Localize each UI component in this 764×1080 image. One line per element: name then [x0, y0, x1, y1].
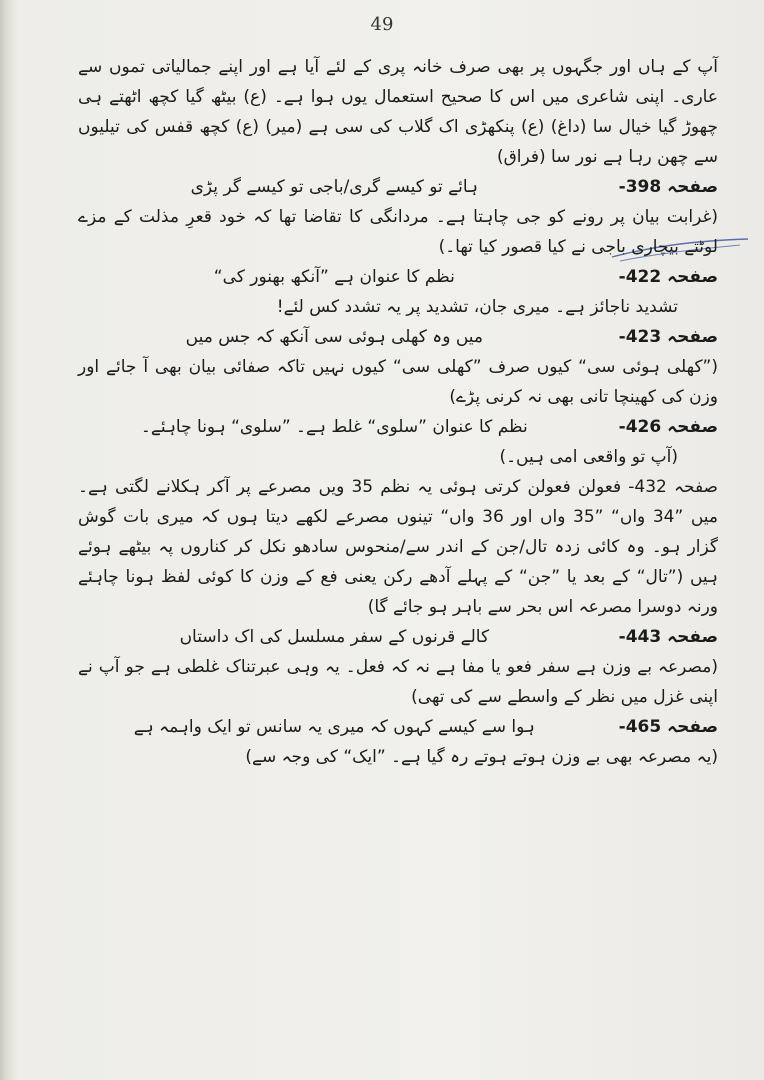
- quoted-verse: نظم کا عنوان ”سلوی“ غلط ہے۔ ”سلوی“ ہونا چاہئے۔: [140, 417, 528, 437]
- page-reference: صفحہ 423-: [618, 327, 718, 347]
- critique-note: (مصرعہ بے وزن ہے سفر فعو یا مفا ہے نہ کہ فعل۔ یہ وہی عبرتناک غلطی ہے جو آپ نے اپنی غزل میں نظر کے واسطے سے کی تھی): [78, 657, 718, 707]
- page-reference: صفحہ 398-: [618, 177, 718, 197]
- quoted-verse: ہائے تو کیسے گری/باجی تو کیسے گر پڑی: [190, 177, 478, 197]
- quoted-verse: نظم کا عنوان ہے ”آنکھ بھنور کی“: [213, 267, 455, 287]
- quoted-line-entry: [78, 712, 718, 742]
- critique-note: (یہ مصرعہ بھی بے وزن ہوتے ہوتے رہ گیا ہے۔ ”ایک“ کی وجہ سے): [245, 747, 718, 767]
- page-reference: صفحہ 443-: [618, 627, 718, 647]
- paragraph: صفحہ 432- فعولن فعولن کرتی ہوئی یہ نظم 35 ویں مصرعے پر آکر ہکلانے لگتی ہے۔ میں ”34 واں“ ”35 واں اور 36 واں“ تینوں مصرعے لکھے دیتا ہوں کہ میری بات گوش گزار ہو۔ وہ کائی زدہ تال/جن کے اندر سے/منحوس سادھو نکل کر کناروں پہ بیٹھے ہوئے ہیں (”تال“ کے بعد یا ”جن“ کے پہلے آدھے رکن یعنی فع کے وزن کا کوئی لفظ ہونا چاہئے ورنہ دوسرا مصرعہ اس بحر سے باہر ہو جائے گا): [78, 477, 719, 617]
- quoted-verse: ہوا سے کیسے کہوں کہ میری یہ سانس تو ایک واہمہ ہے: [133, 717, 535, 737]
- page-reference: صفحہ 426-: [618, 417, 718, 437]
- page-body: [78, 52, 718, 772]
- critique-note: (غرابت بیان پر رونے کو جی چاہتا ہے۔ مردانگی کا تقاضا تھا کہ خود قعرِ مذلت کے مزے لوٹتے بیچاری باجی نے کیا قصور کیا تھا۔): [78, 207, 718, 257]
- paragraph: آپ کے ہاں اور جگہوں پر بھی صرف خانہ پری کے لئے آیا ہے اور اپنے جمالیاتی تموں سے عاری۔ اپنی شاعری میں اس کا صحیح استعمال یوں ہوا ہے۔ (ع) بیٹھ گیا کچھ اٹھتے ہی چھوڑ گیا خیال سا (داغ) (ع) پنکھڑی اک گلاب کی سی ہے (میر) (ع) کچھ قفس کی تیلیوں سے چھن رہا ہے نور سا (فراق): [78, 57, 718, 167]
- quoted-line-entry: [78, 172, 718, 202]
- quoted-line-entry: [78, 622, 718, 652]
- quoted-verse: میں وہ کھلی ہوئی سی آنکھ کہ جس میں: [185, 327, 483, 347]
- page-number: 49: [370, 14, 394, 35]
- critique-note: (آپ تو واقعی امی ہیں۔): [499, 447, 678, 467]
- quoted-verse: کالے قرنوں کے سفر مسلسل کی اک داستاں: [179, 627, 490, 647]
- page-reference: صفحہ 465-: [618, 717, 718, 737]
- quoted-line-entry: [78, 262, 718, 292]
- page-reference: صفحہ 422-: [618, 267, 718, 287]
- quoted-line-entry: [78, 412, 718, 442]
- quoted-line-entry: [78, 322, 718, 352]
- critique-note: (”کھلی ہوئی سی“ کیوں صرف ”کھلی سی“ کیوں نہیں تاکہ صفائی بیان بھی آ جائے اور وزن کی کھینچا تانی بھی نہ کرنی پڑے): [78, 357, 718, 407]
- critique-note: تشدید ناجائز ہے۔ میری جان، تشدید پر یہ تشدد کس لئے!: [276, 297, 678, 317]
